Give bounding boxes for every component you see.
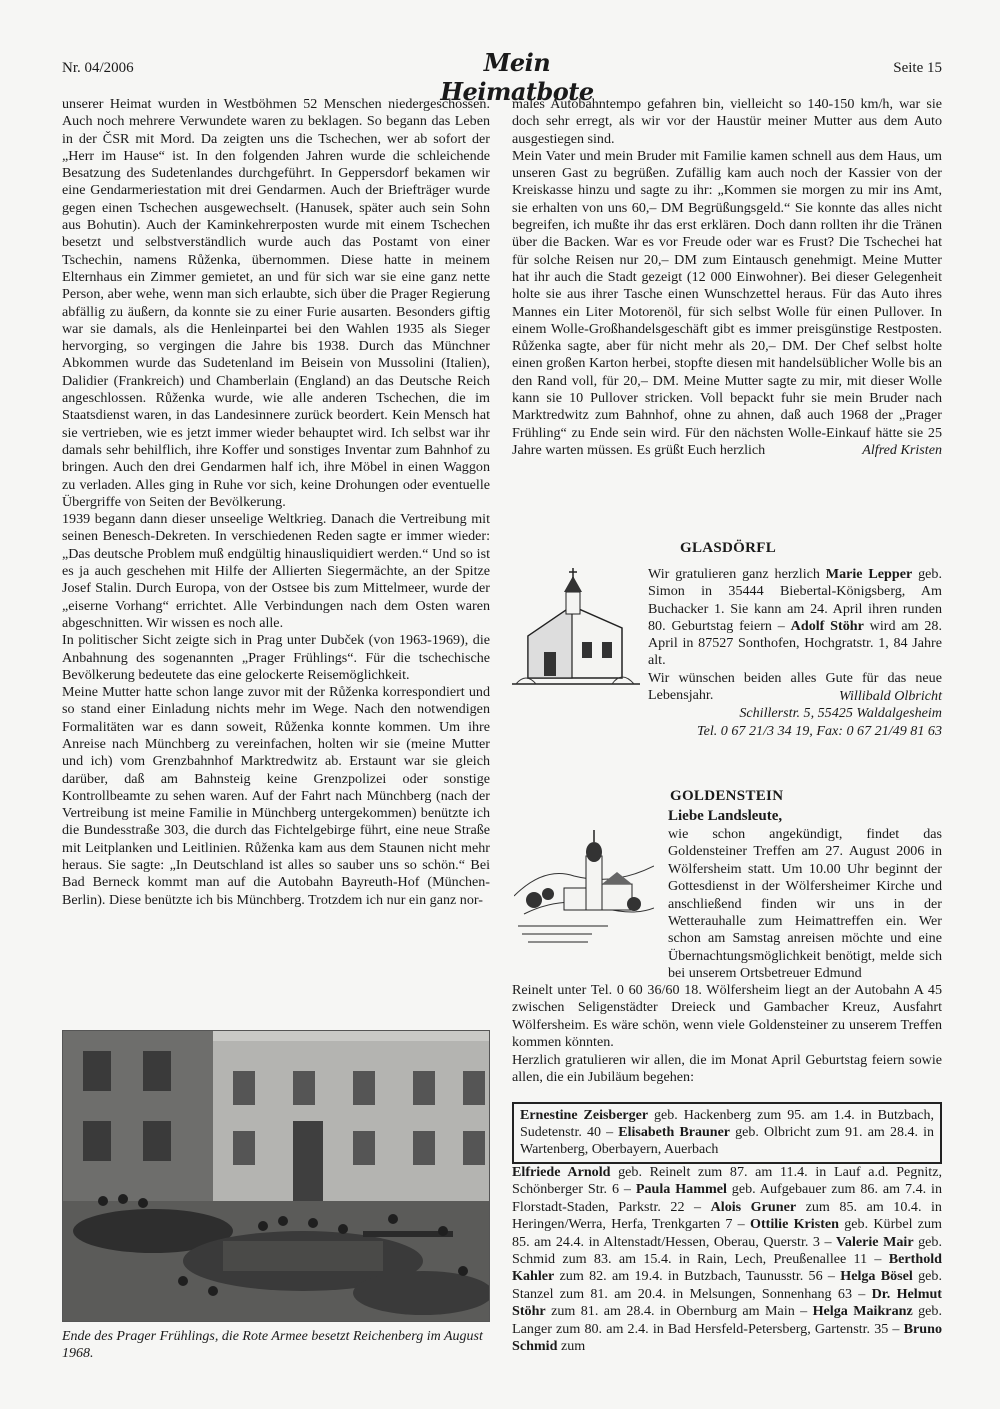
person-name: Alois Gruner [710, 1198, 797, 1215]
person-name: Dr. Helmut Stöhr [512, 1285, 942, 1320]
greeting: Liebe Landsleute, [668, 808, 783, 824]
person-name: Adolf Stöhr [790, 617, 864, 634]
signature-address: Schillerstr. 5, 55425 Waldalgesheim [739, 705, 942, 722]
article-left-column [62, 96, 490, 1024]
article-right-column [512, 96, 942, 506]
person-name: Bruno Schmid [512, 1320, 942, 1355]
author-signature: Alfred Kristen [862, 441, 942, 458]
goldenstein-text: wie schon angekündigt, findet das Goldensteiner Treffen am 27. August 2006 in Wölfersheim statt. Um 10.00 Uhr beginnt der Gottesdienst in der Wölfersheimer Kirche und anschließend finden wir uns in der Wetterauhalle zum Heimattreffen ein. Wer schon am Samstag anreisen möchte und eine Übernachtungsmöglichkeit benötigt, melde sich bei unserem Ortsbetreuer Edmund [668, 826, 942, 982]
person-name: Helga Bösel [840, 1268, 913, 1285]
village-church-illustration [514, 826, 654, 952]
glasdoerfl-signature [648, 688, 942, 740]
page-header [62, 48, 942, 106]
person-name: Paula Hammel [635, 1181, 727, 1198]
person-name: Ottilie Kristen [749, 1216, 839, 1233]
section-title-glasdoerfl: GLASDÖRFL [680, 540, 777, 556]
article-paragraph: In politischer Sicht zeigte sich in Prag unter Dubček (von 1963-1969), die Anbahnung des sogenannten „Prager Frühlings“. Für die tschechische Bevölkerung bedeutete das eine gelockerte Reisemöglichkeit. [62, 632, 490, 683]
article-paragraph: 1939 begann dann dieser unseelige Weltkrieg. Danach die Vertreibung mit seinen Benesch-Dekreten. In verschiedenen Reden sagte er immer wieder: „Das deutsche Problem muß endgültig hinausliquidiert werden.“ Und so ist es ja auch geschehen mit Hilfe der Allierten Siegermächte, an der Spitze Josef Stalin. Durch Europa, von der Ostsee bis zum Mittelmeer, wurde der „eiserne Vorhang“ errichtet. Alle Verbindungen nach dem Osten waren abgeschnitten. Wir wissen es noch alle. [62, 511, 490, 631]
issue-number: Nr. 04/2006 [62, 60, 134, 76]
goldenstein-text-continued: Reinelt unter Tel. 0 60 36/60 18. Wölfersheim liegt an der Autobahn A 45 zwischen Seligenstädter Dreieck und Gambacher Kreuz, Ausfahrt Wölfersheim. Es wäre schön, wenn viele Goldensteiner zu unserem Treffen kommen könnten. Herzlich gratulieren wir allen, die im Monat April Geburtstag feiern sowie allen, die ein Jubiläum begehen: [512, 982, 942, 1086]
article-paragraph: Mein Vater und mein Bruder mit Familie kamen schnell aus dem Haus, um unseren Gast zu begrüßen. Zufällig kam auch noch der Kassier von der Kreiskasse hinzu und sagte zu ihr: „Kommen sie morgen zu mir ins Amt, sie erhalten von uns 60,– DM Begrüßungsgeld.“ Sie konnte das alles nicht begreifen, ich mußte ihr das erst erklären. Doch dann rollten ihr die Tränen über die Backen. War es vor Freude oder war es Frust? Die Tschechei hat für solche Reisen nur 20,– DM zum Eintausch genehmigt. Meine Mutter hat ihr auch die Stadt gezeigt (12 000 Einwohner). Bei dieser Gelegenheit holte sie aus ihrer Tasche einen Wunschzettel heraus. Für das Auto ihres Mannes ein Liter Motorenöl, für sich selbst Wolle für einen Pullover. In einem Wolle-Großhandelsgeschäft gibt es immer preisgünstige Restposten. Růženka sagte, aber für nicht mehr als 20,– DM. Der Chef selbst holte einen großen Karton herbei, stopfte diesen mit handelsüblicher Wolle bis an den Rand voll, für 20,– DM. Meine Mutter sagte zu mir, mit dieser Wolle kann sie 10 Pullover stricken. Voll bepackt fuhr sie mein Bruder nach Marktredwitz zum Bahnhof, ohne zu ahnen, daß auch 1968 der „Prager Frühling“ zu Ende sein wird. Für den nächsten Wolle-Einkauf hätte sie 25 Jahre warten müssen. Es grüßt Euch herzlich Alfred Kristen [512, 147, 942, 458]
person-name: Helga Maikranz [812, 1303, 913, 1320]
chapel-illustration [512, 566, 640, 692]
publication-logo: Mein Heimatbote [440, 48, 594, 106]
photo-caption: Ende des Prager Frühlings, die Rote Armee besetzt Reichenberg im August 1968. [62, 1329, 483, 1361]
person-name: Elisabeth Brauner [618, 1125, 730, 1141]
highlighted-birthdays-box: Ernestine Zeisberger geb. Hackenberg zum 95. am 1.4. in Butzbach, Sudetenstr. 40 – Elisabeth Brauner geb. Olbricht zum 91. am 28.4. in Wartenberg, Oberbayern, Auerbach [512, 1102, 942, 1164]
person-name: Valerie Mair [836, 1233, 914, 1250]
person-name: Ernestine Zeisberger [520, 1108, 649, 1123]
signature-name: Willibald Olbricht [839, 688, 942, 704]
article-paragraph: unserer Heimat wurden in Westböhmen 52 Menschen niedergeschossen. Auch noch mehrere Verwundete waren zu beklagen. So begann das Leben in der ČSR mit Mord. Da zeigten uns die Tschechen, wer ab sofort der „Herr im Hause“ ist. In den folgenden Jahren wurde die schleichende Besatzung des Sudetenlandes durchgeführt. In Geppersdorf bekamen wir eine Gendarmeriestation mit drei Gendarmen. Auch der Briefträger wurde gegen einen Tschechen ausgewechselt. (Hanusek, später auch sein Sohn aus Bohutin). Auch der Kaminkehrerposten wurde mit einem Tschechen besetzt und selbstverständlich wurde auch das Postamt von einer Tschechin, namens Růženka, übernommen. Diese hatte in meinem Elternhaus ein Zimmer gemietet, an und für sich war sie eine ganz nette Person, aber wehe, wenn man sich erlaubte, sich über die Prager Regierung abfällig zu äußern, da konnte sie zu einer Furie ausarten. Besonders giftig war sie damals, als die Henleinpartei bei den Wahlen 1935 als Sieger hervorging, so vergingen die Jahre bis 1938. Durch das Münchner Abkommen wurde das Sudetenland im Beisein von Mussolini (Italien), Dalidier (Frankreich) und Chamberlain (England) an das Deutsche Reich angeschlossen. Růženka wurde, wie alle anderen Tschechen, die im Staatsdienst waren, in das Landesinnere zurück beordert. Kein Mensch hat sie vertrieben, wie es jetzt immer wieder behauptet wird. Ich selbst war ihr damals sehr behilflich, ihre Koffer und sonstiges Inventar zum Bahnhof zu bringen. Auch den drei Gendarmen half ich, ihre Möbel in einen Waggon zu verladen. Alles ging in Ruhe vor sich, keine Drohungen oder eventuelle Übergriffe von Seiten der Bevölkerung. [62, 96, 490, 510]
section-title-goldenstein: GOLDENSTEIN [670, 788, 784, 804]
page-number: Seite 15 [893, 60, 942, 76]
glasdoerfl-text: Wir gratulieren ganz herzlich Marie Lepper geb. Simon in 35444 Biebertal-Königsberg, Am Buchacker 1. Sie kann am 24. April ihren runden 80. Geburtstag feiern – Adolf Stöhr wird am 28. April in 87527 Sonthofen, Hochgratstr. 1, 84 Jahre alt. Wir wünschen beiden alles Gute für das neue Lebensjahr. [648, 566, 942, 704]
person-name: Berthold Kahler [512, 1251, 942, 1285]
person-name: Marie Lepper [825, 566, 913, 582]
signature-phone: Tel. 0 67 21/3 34 19, Fax: 0 67 21/49 81 63 [697, 722, 942, 739]
birthday-list: Elfriede Arnold geb. Reinelt zum 87. am 11.4. in Lauf a.d. Pegnitz, Schönberger Str. 6 – Paula Hammel geb. Aufgebauer zum 86. am 7.4. in Florstadt-Staden, Parkstr. 22 – Alois Gruner zum 85. am 10.4. in Heringen/Werra, Herfa, Trenkgarten 7 – Ottilie Kristen geb. Kürbel zum 85. am 24.4. in Altenstadt/Hessen, Oberau, Querstr. 3 – Valerie Mair geb. Schmid zum 83. am 15.4. in Rain, Lech, Preußenallee 11 – Berthold Kahler zum 82. am 19.4. in Butzbach, Taunusstr. 56 – Helga Bösel geb. Stanzel zum 81. am 20.4. in Melsungen, Sonnenhang 63 – Dr. Helmut Stöhr zum 81. am 28.4. in Obernburg am Main – Helga Maikranz geb. Langer zum 80. am 2.4. in Bad Hersfeld-Petersberg, Gartenstr. 35 – Bruno Schmid zum [512, 1164, 943, 1355]
historical-photo [62, 1030, 490, 1322]
article-paragraph: males Autobahntempo gefahren bin, vielleicht so 140-150 km/h, war sie doch sehr erregt, als wir vor der Haustür meiner Mutter aus dem Auto ausgestiegen sind. [512, 96, 942, 147]
person-name: Elfriede Arnold [512, 1164, 611, 1180]
tanks-in-street-photo [63, 1031, 490, 1322]
article-paragraph: Meine Mutter hatte schon lange zuvor mit der Růženka korrespondiert und so stand einer Einladung nichts mehr im Wege. Nach den notwendigen Formalitäten war es dann soweit, Růženka konnte kommen. Um ihre Anreise nach Münchberg zu vereinfachen, holten wir sie (meine Mutter und ich) vom Grenzbahnhof Marktredwitz ab. Erstaunt war sie gleich darüber, daß am Bahnsteig keine Grenzpolizei oder sonstige Kontrollbeamte zu sehen waren. Auf der Fahrt nach Münchberg (nach der Vertreibung ist meine Familie in Münchberg untergekommen) benützte ich die Bundesstraße 303, die durch das Fichtelgebirge führt, eine neue Straße mit Leitplanken und Leitlinien. Růženka kam aus dem Staunen nicht mehr heraus. Sie sagte: „In Deutschland ist alles so sauber uns so schön.“ Bei Bad Berneck kommt man auf die Autobahn Bayreuth-Hof (München-Berlin). Diese benützte ich bis Münchberg. Trotzdem ich nur ein ganz nor- [62, 684, 490, 908]
